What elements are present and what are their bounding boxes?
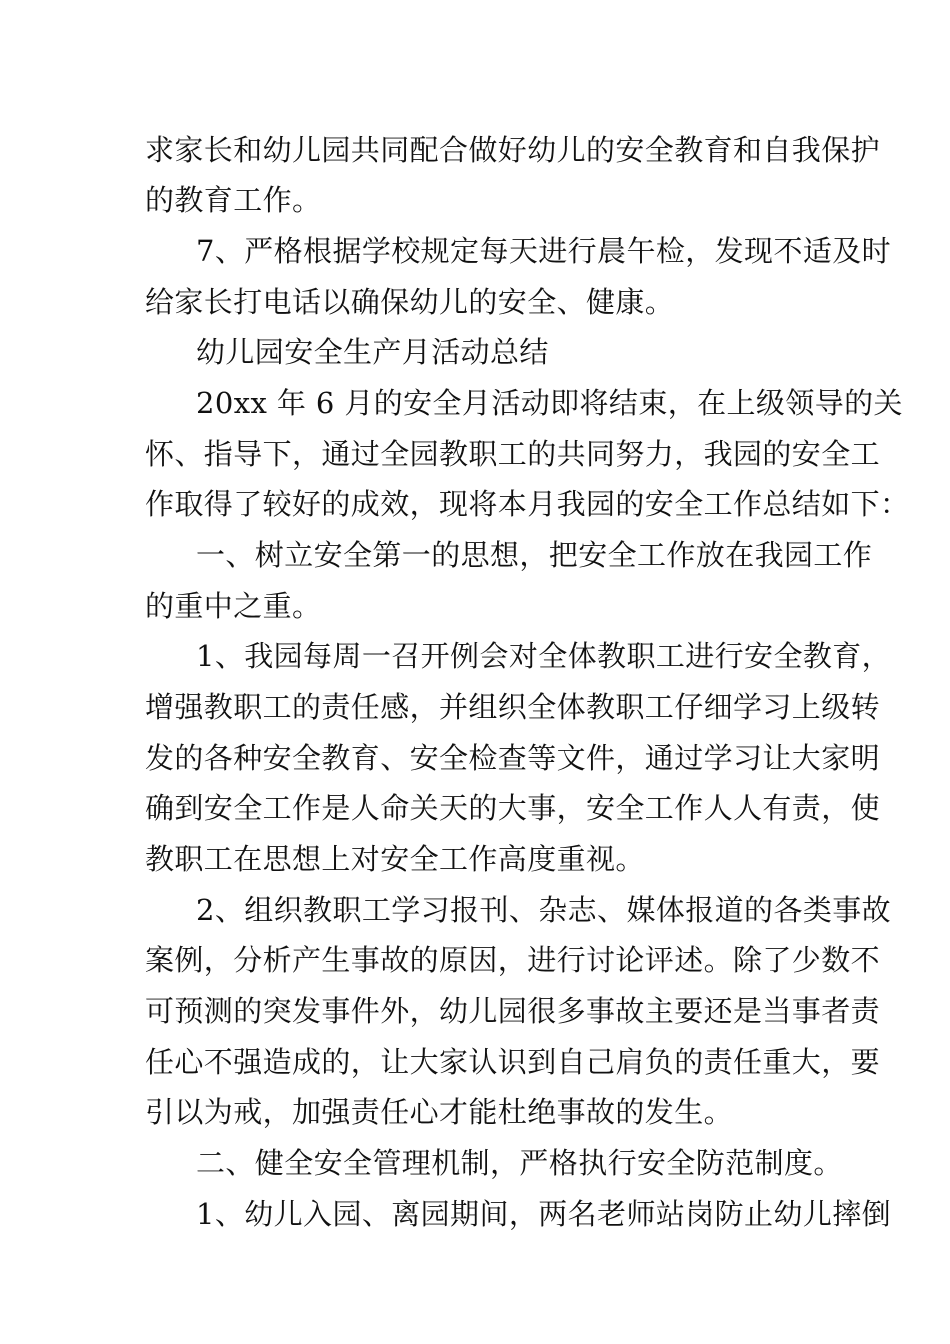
text-line: 任心不强造成的，让大家认识到自己肩负的责任重大，要 bbox=[145, 1045, 881, 1079]
text-line: 案例，分析产生事故的原因，进行讨论评述。除了少数不 bbox=[145, 943, 881, 977]
text-line: 2、组织教职工学习报刊、杂志、媒体报道的各类事故 bbox=[196, 893, 892, 927]
text-line: 发的各种安全教育、安全检查等文件，通过学习让大家明 bbox=[145, 741, 881, 775]
text-line: 作取得了较好的成效，现将本月我园的安全工作总结如下： bbox=[145, 487, 910, 521]
text-line: 1、我园每周一召开例会对全体教职工进行安全教育， bbox=[196, 639, 892, 673]
text-line: 的重中之重。 bbox=[145, 589, 322, 623]
text-line: 幼儿园安全生产月活动总结 bbox=[196, 335, 549, 369]
text-line: 一、树立安全第一的思想，把安全工作放在我园工作 bbox=[196, 538, 873, 572]
text-line: 可预测的突发事件外，幼儿园很多事故主要还是当事者责 bbox=[145, 994, 881, 1028]
text-line: 20xx 年 6 月的安全月活动即将结束，在上级领导的关 bbox=[196, 386, 903, 420]
text-line: 给家长打电话以确保幼儿的安全、健康。 bbox=[145, 285, 675, 319]
text-line: 7、严格根据学校规定每天进行晨午检，发现不适及时 bbox=[196, 234, 892, 268]
text-line: 1、幼儿入园、离园期间，两名老师站岗防止幼儿摔倒 bbox=[196, 1197, 892, 1231]
text-line: 增强教职工的责任感，并组织全体教职工仔细学习上级转 bbox=[145, 690, 881, 724]
text-line: 确到安全工作是人命关天的大事，安全工作人人有责，使 bbox=[145, 791, 881, 825]
text-line: 的教育工作。 bbox=[145, 183, 322, 217]
text-line: 怀、指导下，通过全园教职工的共同努力，我园的安全工 bbox=[145, 437, 881, 471]
text-line: 求家长和幼儿园共同配合做好幼儿的安全教育和自我保护 bbox=[145, 133, 881, 167]
text-line: 二、健全安全管理机制，严格执行安全防范制度。 bbox=[196, 1146, 843, 1180]
text-line: 教职工在思想上对安全工作高度重视。 bbox=[145, 842, 645, 876]
text-line: 引以为戒，加强责任心才能杜绝事故的发生。 bbox=[145, 1095, 734, 1129]
